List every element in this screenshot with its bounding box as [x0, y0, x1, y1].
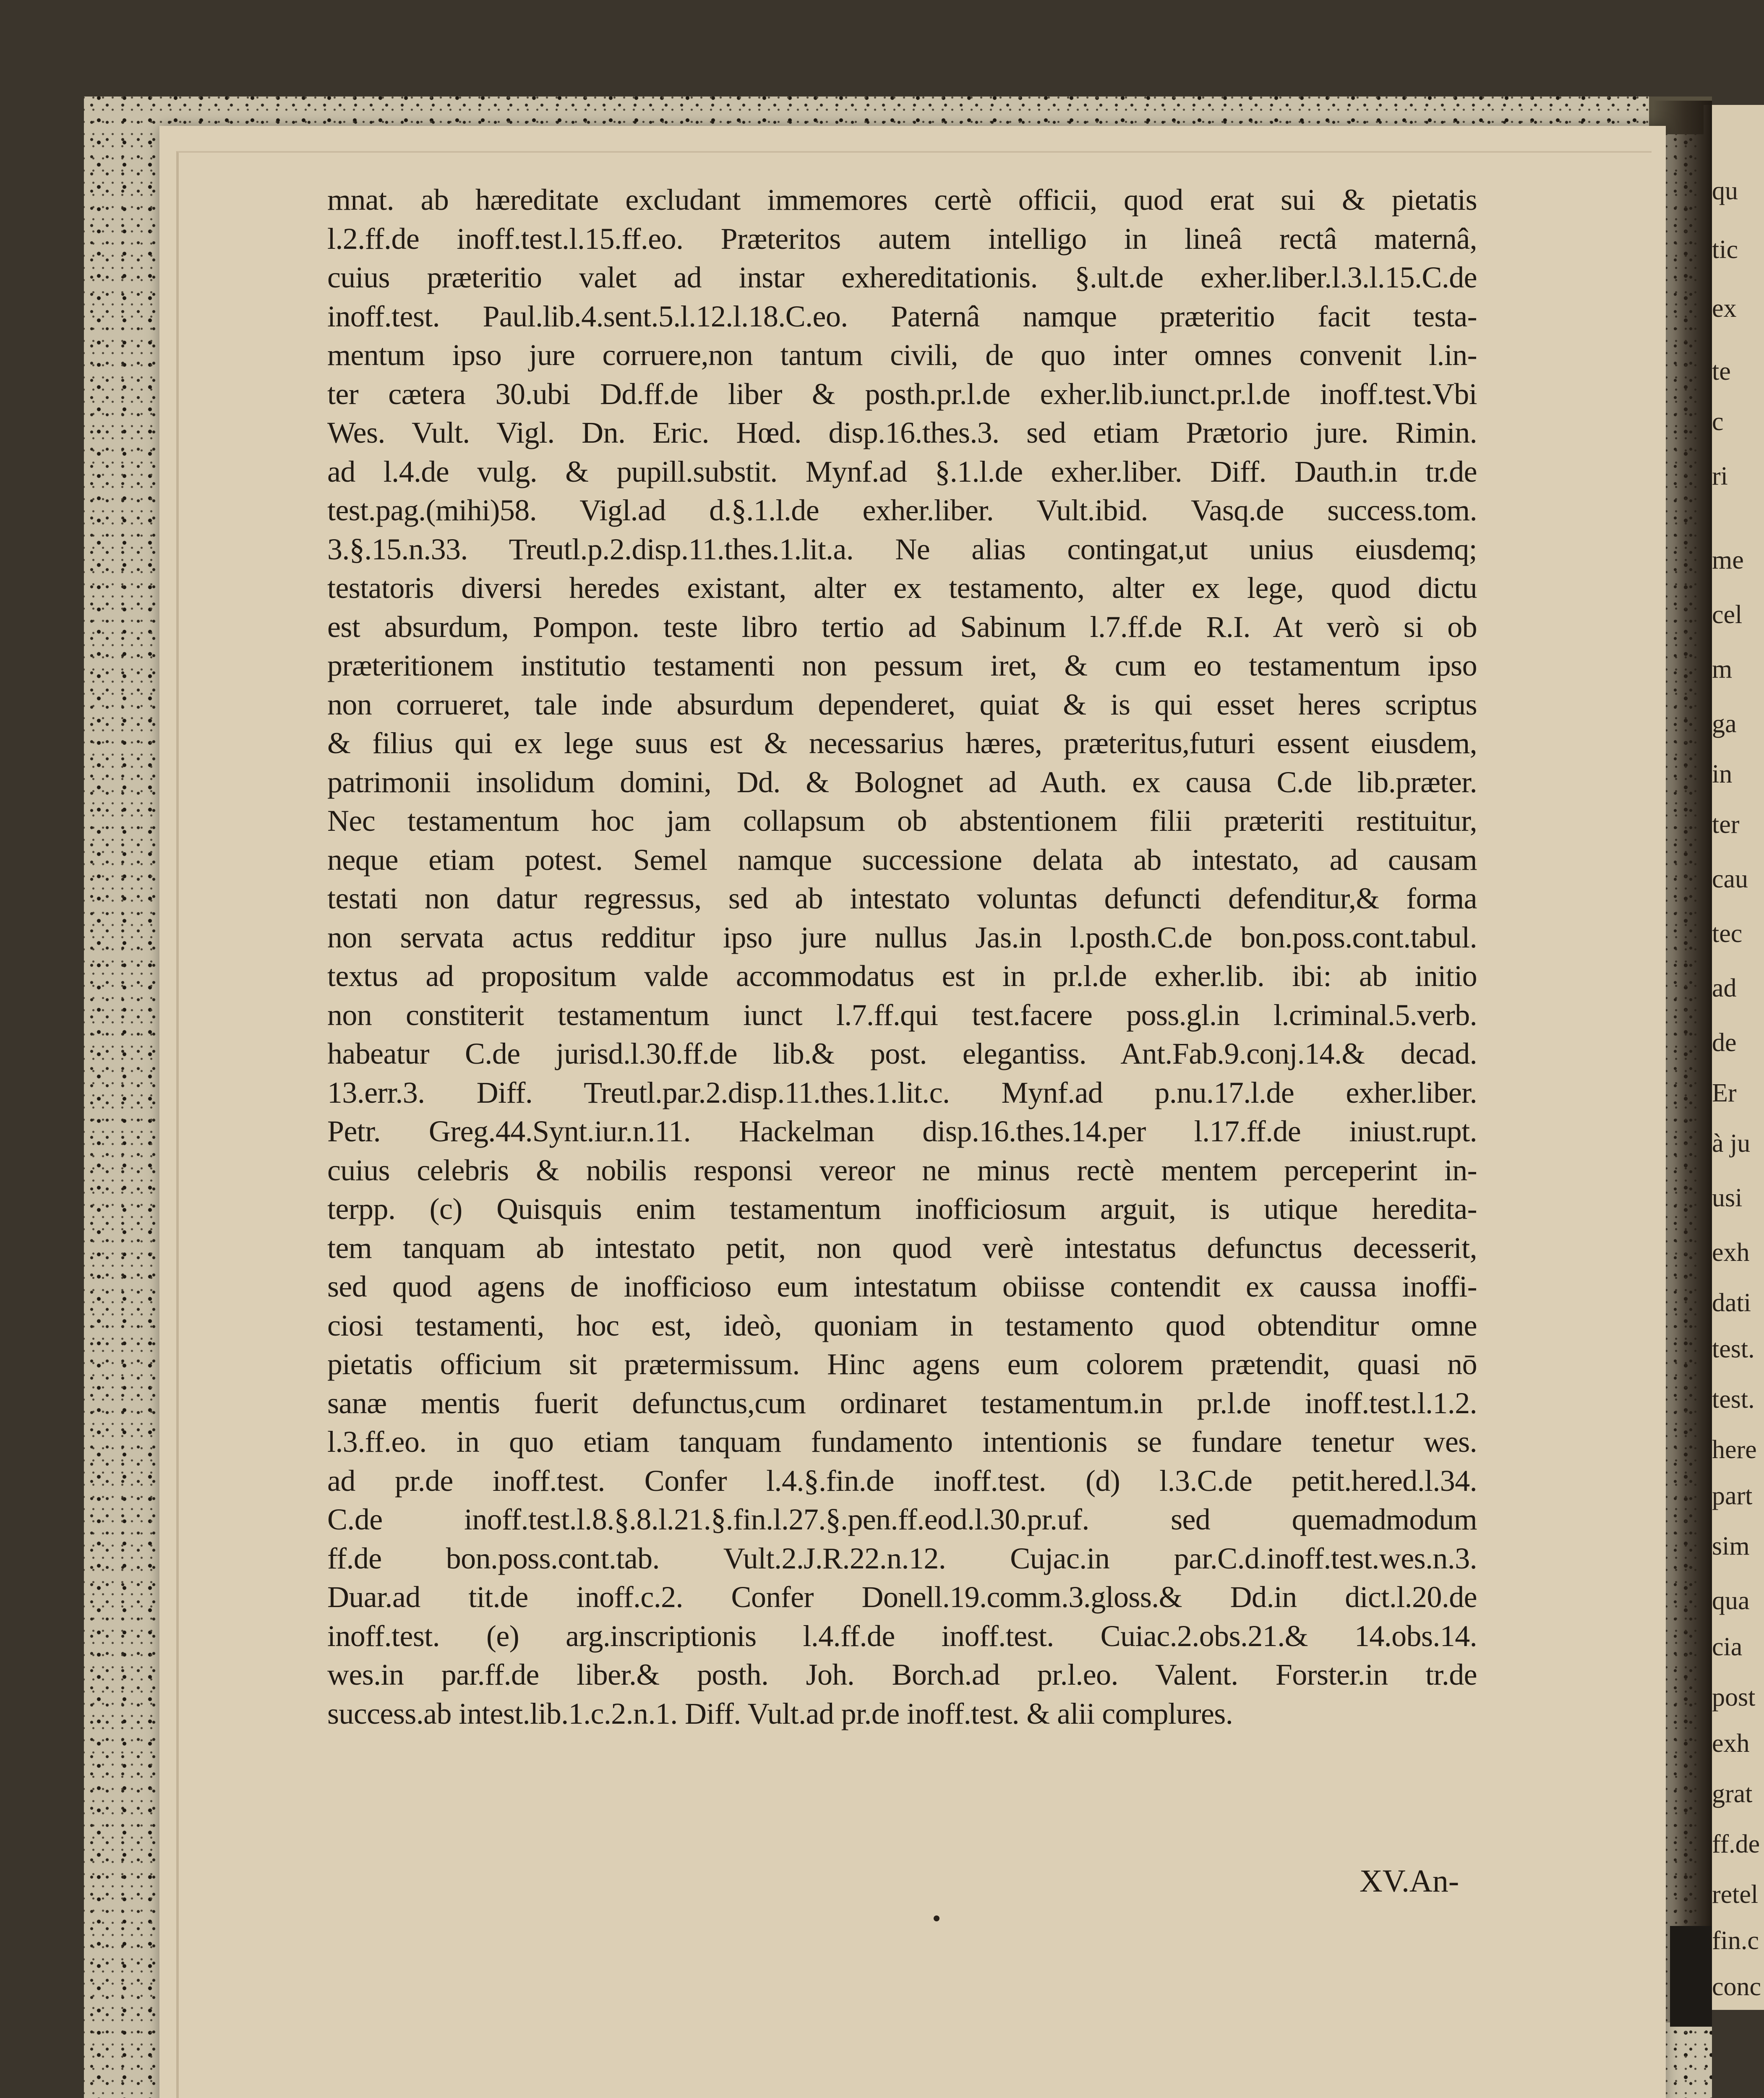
- adjacent-page-fragment: me: [1712, 546, 1744, 574]
- adjacent-page-fragment: m: [1712, 655, 1733, 684]
- text-line: non constiterit testamentum iunct l.7.ff.qui test.facere poss.gl.in l.criminal.5.verb.: [327, 998, 1477, 1032]
- adjacent-page-fragment: conc: [1712, 1973, 1761, 2001]
- text-line: success.ab intest.lib.1.c.2.n.1. Diff. Vult.ad pr.de inoff.test. & alii complures.: [327, 1696, 1233, 1730]
- page-text-block: [327, 180, 1477, 1733]
- catchword: XV.An-: [1360, 1863, 1459, 1899]
- adjacent-page-fragment: post: [1712, 1683, 1756, 1712]
- text-line: sed quod agens de inofficioso eum intestatum obiisse contendit ex caussa inoffi-: [327, 1270, 1477, 1303]
- text-line: cuius celebris & nobilis responsi vereor ne minus rectè mentem perceperint in-: [327, 1153, 1477, 1187]
- ink-dot: [934, 1915, 939, 1921]
- text-line: mnat. ab hæreditate excludant immemores certè officii, quod erat sui & pietatis: [327, 183, 1477, 217]
- adjacent-page-fragment: c: [1712, 407, 1724, 436]
- adjacent-page-fragment: here: [1712, 1435, 1757, 1464]
- adjacent-page-fragment: sim: [1712, 1532, 1750, 1560]
- adjacent-page-fragment: qua: [1712, 1587, 1750, 1615]
- text-line: 13.err.3. Diff. Treutl.par.2.disp.11.thes.1.lit.c. Mynf.ad p.nu.17.l.de exher.liber.: [327, 1075, 1477, 1109]
- adjacent-page-fragment: exh: [1712, 1238, 1750, 1267]
- text-line: l.3.ff.eo. in quo etiam tanquam fundamento intentionis se fundare tenetur wes.: [327, 1425, 1477, 1459]
- text-line: cuius præteritio valet ad instar exhereditationis. §.ult.de exher.liber.l.3.l.15.C.de: [327, 261, 1477, 294]
- text-line: non servata actus redditur ipso jure nullus Jas.in l.posth.C.de bon.poss.cont.tabul.: [327, 920, 1477, 954]
- adjacent-page-fragment: cau: [1712, 865, 1748, 893]
- text-line: inoff.test. Paul.lib.4.sent.5.l.12.l.18.C.eo. Paternâ namque præteritio facit testa-: [327, 299, 1477, 333]
- text-line: wes.in par.ff.de liber.& posth. Joh. Borch.ad pr.l.eo. Valent. Forster.in tr.de: [327, 1658, 1477, 1691]
- text-line: textus ad propositum valde accommodatus est in pr.l.de exher.lib. ibi: ab initio: [327, 959, 1477, 993]
- text-line: testati non datur regressus, sed ab intestato voluntas defuncti defenditur,& forma: [327, 882, 1477, 915]
- adjacent-page-edge: [1704, 105, 1764, 2010]
- text-line: C.de inoff.test.l.8.§.8.l.21.§.fin.l.27.§.pen.ff.eod.l.30.pr.uf. sed quemadmodum: [327, 1503, 1477, 1536]
- text-line: neque etiam potest. Semel namque successione delata ab intestato, ad causam: [327, 843, 1477, 877]
- text-line: ciosi testamenti, hoc est, ideò, quoniam in testamento quod obtenditur omne: [327, 1308, 1477, 1342]
- adjacent-page-fragment: usi: [1712, 1184, 1743, 1212]
- text-line: pietatis officium sit prætermissum. Hinc agens eum colorem prætendit, quasi nō: [327, 1347, 1477, 1381]
- text-line: testatoris diversi heredes existant, alter ex testamento, alter ex lege, quod dictu: [327, 571, 1477, 605]
- adjacent-page-fragment: de: [1712, 1028, 1737, 1057]
- adjacent-page-fragment: ex: [1712, 294, 1737, 323]
- text-line: ter cætera 30.ubi Dd.ff.de liber & posth.pr.l.de exher.lib.iunct.pr.l.de inoff.test.Vbi: [327, 377, 1477, 411]
- adjacent-page-fragment: te: [1712, 357, 1731, 386]
- text-line: ad pr.de inoff.test. Confer l.4.§.fin.de inoff.test. (d) l.3.C.de petit.hered.l.34.: [327, 1464, 1477, 1498]
- adjacent-page-fragment: cia: [1712, 1633, 1743, 1661]
- adjacent-page-fragment: exh: [1712, 1729, 1750, 1758]
- text-line: habeatur C.de jurisd.l.30.ff.de lib.& post. elegantiss. Ant.Fab.9.conj.14.& decad.: [327, 1037, 1477, 1070]
- text-line: Wes. Vult. Vigl. Dn. Eric. Hœd. disp.16.thes.3. sed etiam Prætorio jure. Rimin.: [327, 416, 1477, 449]
- text-line: l.2.ff.de inoff.test.l.15.ff.eo. Præteritos autem intelligo in lineâ rectâ maternâ,: [327, 222, 1477, 256]
- text-line: est absurdum, Pompon. teste libro tertio ad Sabinum l.7.ff.de R.I. At verò si ob: [327, 610, 1477, 644]
- adjacent-page-fragment: part: [1712, 1482, 1753, 1510]
- adjacent-page-fragment: tec: [1712, 919, 1743, 948]
- adjacent-page-fragment: tic: [1712, 235, 1738, 264]
- text-line: ff.de bon.poss.cont.tab. Vult.2.J.R.22.n.12. Cujac.in par.C.d.inoff.test.wes.n.3.: [327, 1541, 1477, 1575]
- adjacent-page-fragment: in: [1712, 760, 1733, 788]
- text-line: mentum ipso jure corruere,non tantum civili, de quo inter omnes convenit l.in-: [327, 338, 1477, 372]
- adjacent-page-fragment: ter: [1712, 810, 1740, 839]
- text-line: Duar.ad tit.de inoff.c.2. Confer Donell.19.comm.3.gloss.& Dd.in dict.l.20.de: [327, 1580, 1477, 1614]
- adjacent-page-fragment: ri: [1712, 462, 1728, 491]
- text-line: Nec testamentum hoc jam collapsum ob abstentionem filii præteriti restituitur,: [327, 804, 1477, 838]
- adjacent-page-fragment: grat: [1712, 1780, 1753, 1808]
- adjacent-page-fragment: retel: [1712, 1880, 1759, 1909]
- binding-tape-bottom: [1670, 1926, 1712, 2027]
- text-line: ad l.4.de vulg. & pupill.substit. Mynf.ad §.1.l.de exher.liber. Diff. Dauth.in tr.de: [327, 454, 1477, 488]
- adjacent-page-fragment: qu: [1712, 177, 1738, 205]
- adjacent-page-fragment: ad: [1712, 974, 1737, 1002]
- adjacent-page-fragment: fin.c: [1712, 1926, 1759, 1955]
- text-line: sanæ mentis fuerit defunctus,cum ordinaret testamentum.in pr.l.de inoff.test.l.1.2.: [327, 1386, 1477, 1420]
- adjacent-page-fragment: cel: [1712, 600, 1743, 629]
- text-line: & filius qui ex lege suus est & necessarius hæres, præteritus,futuri essent eiusdem,: [327, 726, 1477, 760]
- text-line: non corrueret, tale inde absurdum dependeret, quiat & is qui esset heres scriptus: [327, 687, 1477, 721]
- text-line: 3.§.15.n.33. Treutl.p.2.disp.11.thes.1.lit.a. Ne alias contingat,ut unius eiusdemq;: [327, 532, 1477, 566]
- adjacent-page-fragment: ff.de: [1712, 1830, 1760, 1858]
- text-line: inoff.test. (e) arg.inscriptionis l.4.ff.de inoff.test. Cuiac.2.obs.21.& 14.obs.14.: [327, 1619, 1477, 1653]
- text-line: patrimonii insolidum domini, Dd. & Bolognet ad Auth. ex causa C.de lib.præter.: [327, 765, 1477, 799]
- text-line: test.pag.(mihi)58. Vigl.ad d.§.1.l.de exher.liber. Vult.ibid. Vasq.de success.tom.: [327, 493, 1477, 527]
- adjacent-page-fragment: Er: [1712, 1079, 1737, 1107]
- text-line: terpp. (c) Quisquis enim testamentum inofficiosum arguit, is utique heredita-: [327, 1192, 1477, 1226]
- text-line: præteritionem institutio testamenti non pessum iret, & cum eo testamentum ipso: [327, 649, 1477, 682]
- adjacent-page-fragment: ga: [1712, 710, 1737, 738]
- text-line: Petr. Greg.44.Synt.iur.n.11. Hackelman disp.16.thes.14.per l.17.ff.de iniust.rupt.: [327, 1114, 1477, 1148]
- adjacent-page-fragment: test.: [1712, 1385, 1755, 1414]
- adjacent-page-fragment: à ju: [1712, 1129, 1751, 1158]
- text-line: tem tanquam ab intestato petit, non quod verè intestatus defunctus decesserit,: [327, 1231, 1477, 1265]
- adjacent-page-fragment: test.: [1712, 1335, 1755, 1363]
- adjacent-page-fragment: dati: [1712, 1289, 1751, 1317]
